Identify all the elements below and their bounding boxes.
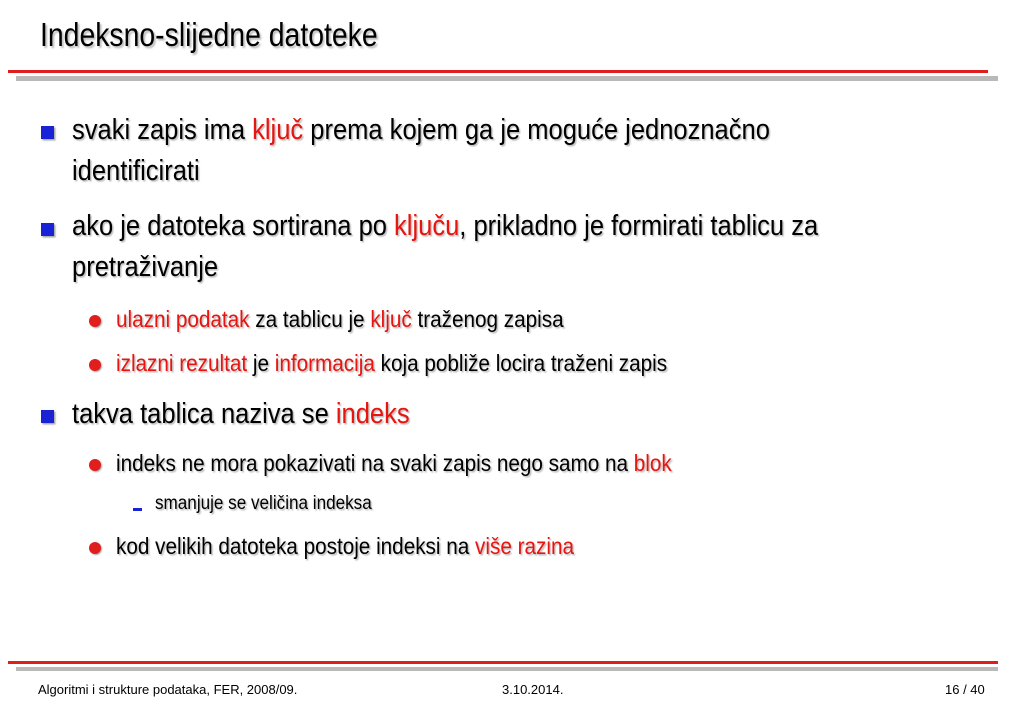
- square-bullet-icon: [41, 126, 54, 139]
- highlight-keyword: ključu: [394, 210, 460, 242]
- highlight-keyword: više razina: [475, 533, 574, 559]
- text-segment: takva tablica naziva se: [72, 398, 336, 430]
- highlight-keyword: izlazni rezultat: [116, 350, 248, 376]
- round-bullet-icon: [89, 359, 101, 371]
- bullet-text: [72, 114, 770, 147]
- sub-bullet-text: [116, 533, 574, 560]
- title-divider-red: [8, 70, 988, 73]
- square-bullet-icon: [41, 410, 54, 423]
- text-segment: je: [247, 350, 275, 376]
- highlight-keyword: ključ: [252, 114, 304, 146]
- text-segment: kod velikih datoteka postoje indeksi na: [116, 533, 476, 559]
- bullet-text: [72, 398, 410, 431]
- bullet-text: [72, 210, 818, 243]
- round-bullet-icon: [89, 315, 101, 327]
- text-segment: koja pobliže locira traženi zapis: [374, 350, 668, 376]
- round-bullet-icon: [89, 542, 101, 554]
- text-segment: indeks ne mora pokazivati na svaki zapis nego samo na: [116, 450, 634, 476]
- sub-sub-bullet-text: smanjuje se veličina indeksa: [155, 493, 372, 514]
- footer-page-number: 16 / 40: [945, 682, 985, 697]
- text-segment: , prikladno je formirati tablicu za: [459, 210, 819, 242]
- bullet-text-continuation: identificirati: [72, 155, 200, 187]
- text-segment: prema kojem ga je moguće jednoznačno: [303, 114, 770, 146]
- text-segment: ako je datoteka sortirana po: [72, 210, 395, 242]
- highlight-keyword: ključ: [370, 306, 412, 332]
- title-divider-gray: [16, 76, 998, 81]
- highlight-keyword: ulazni podatak: [116, 306, 250, 332]
- text-segment: za tablicu je: [249, 306, 371, 332]
- footer-course: Algoritmi i strukture podataka, FER, 2008/09.: [38, 682, 298, 697]
- sub-bullet-text: [116, 450, 672, 477]
- dash-bullet-icon: [133, 508, 142, 511]
- text-segment: svaki zapis ima: [72, 114, 253, 146]
- footer-date: 3.10.2014.: [502, 682, 564, 697]
- slide-title: Indeksno-slijedne datoteke: [40, 16, 378, 53]
- bullet-text-continuation: pretraživanje: [72, 251, 219, 283]
- sub-bullet-text: [116, 350, 667, 377]
- highlight-keyword: indeks: [335, 398, 410, 430]
- highlight-keyword: blok: [633, 450, 672, 476]
- text-segment: traženog zapisa: [411, 306, 564, 332]
- footer-divider-red: [8, 661, 998, 664]
- square-bullet-icon: [41, 223, 54, 236]
- round-bullet-icon: [89, 459, 101, 471]
- footer-divider-gray: [16, 667, 998, 671]
- sub-bullet-text: [116, 306, 564, 333]
- highlight-keyword: informacija: [274, 350, 375, 376]
